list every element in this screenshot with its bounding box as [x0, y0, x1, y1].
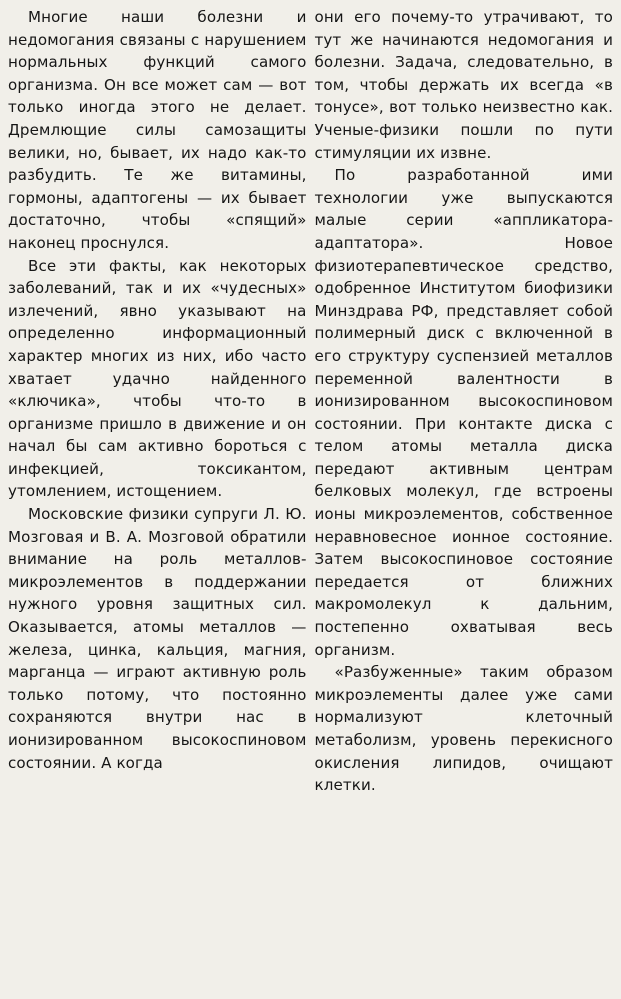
paragraph: они его почему-то утрачивают, то тут же начинаются недомогания и болезни. Задача, следовательно, в том, чтобы держать их всегда «в тонусе», вот только неизвестно как. Ученые-физики пошли по пути стимуляции их извне.: [314, 8, 613, 162]
article-column-left: [8, 6, 307, 999]
paragraph: «Разбуженные» таким образом микроэлементы далее уже сами нормализуют клеточный метаболизм, уровень перекисного окисления липидов, очищают клетки.: [314, 663, 613, 795]
paragraph: Московские физики супруги Л. Ю. Мозговая и В. А. Мозговой обратили внимание на роль металлов-микроэлементов в поддержании нужного уровня защитных сил. Оказывается, атомы металлов — железа, цинка, кальция, магния, марганца — играют активную роль только потому, что постоянно сохраняются внутри нас в ионизированном высокоспиновом состоянии. А когда: [8, 505, 307, 772]
paragraph: По разработанной ими технологии уже выпускаются малые серии «аппликатора-адаптатора». Новое физиотерапевтическое средство, одобренное Институтом биофизики Минздрава РФ, представляет собой полимерный диск с включенной в его структуру суспензией металлов переменной валентности в ионизированном высокоспиновом состоянии. При контакте диска с телом атомы металла диска передают активным центрам белковых молекул, где встроены ионы микроэлементов, собственное неравновесное ионное состояние. Затем высокоспиновое состояние передается от ближних макромолекул к дальним, постепенно охватывая весь организм.: [314, 166, 613, 659]
paragraph: Все эти факты, как некоторых заболеваний, так и их «чудесных» излечений, явно указывают на определенно информационный характер многих из них, ибо часто хватает удачно найденного «ключика», чтобы что-то в организме пришло в движение и он начал бы сам активно бороться с инфекцией, токсикантом, утомлением, истощением.: [8, 256, 307, 501]
article-column-right: [315, 6, 614, 999]
paragraph: Многие наши болезни и недомогания связаны с нарушением нормальных функций самого организма. Он все может сам — вот только иногда этого не делает. Дремлющие силы самозащиты велики, но, бывает, их надо как-то разбудить. Те же витамины, гормоны, адаптогены — их бывает достаточно, чтобы «спящий» наконец проснулся.: [8, 8, 307, 252]
